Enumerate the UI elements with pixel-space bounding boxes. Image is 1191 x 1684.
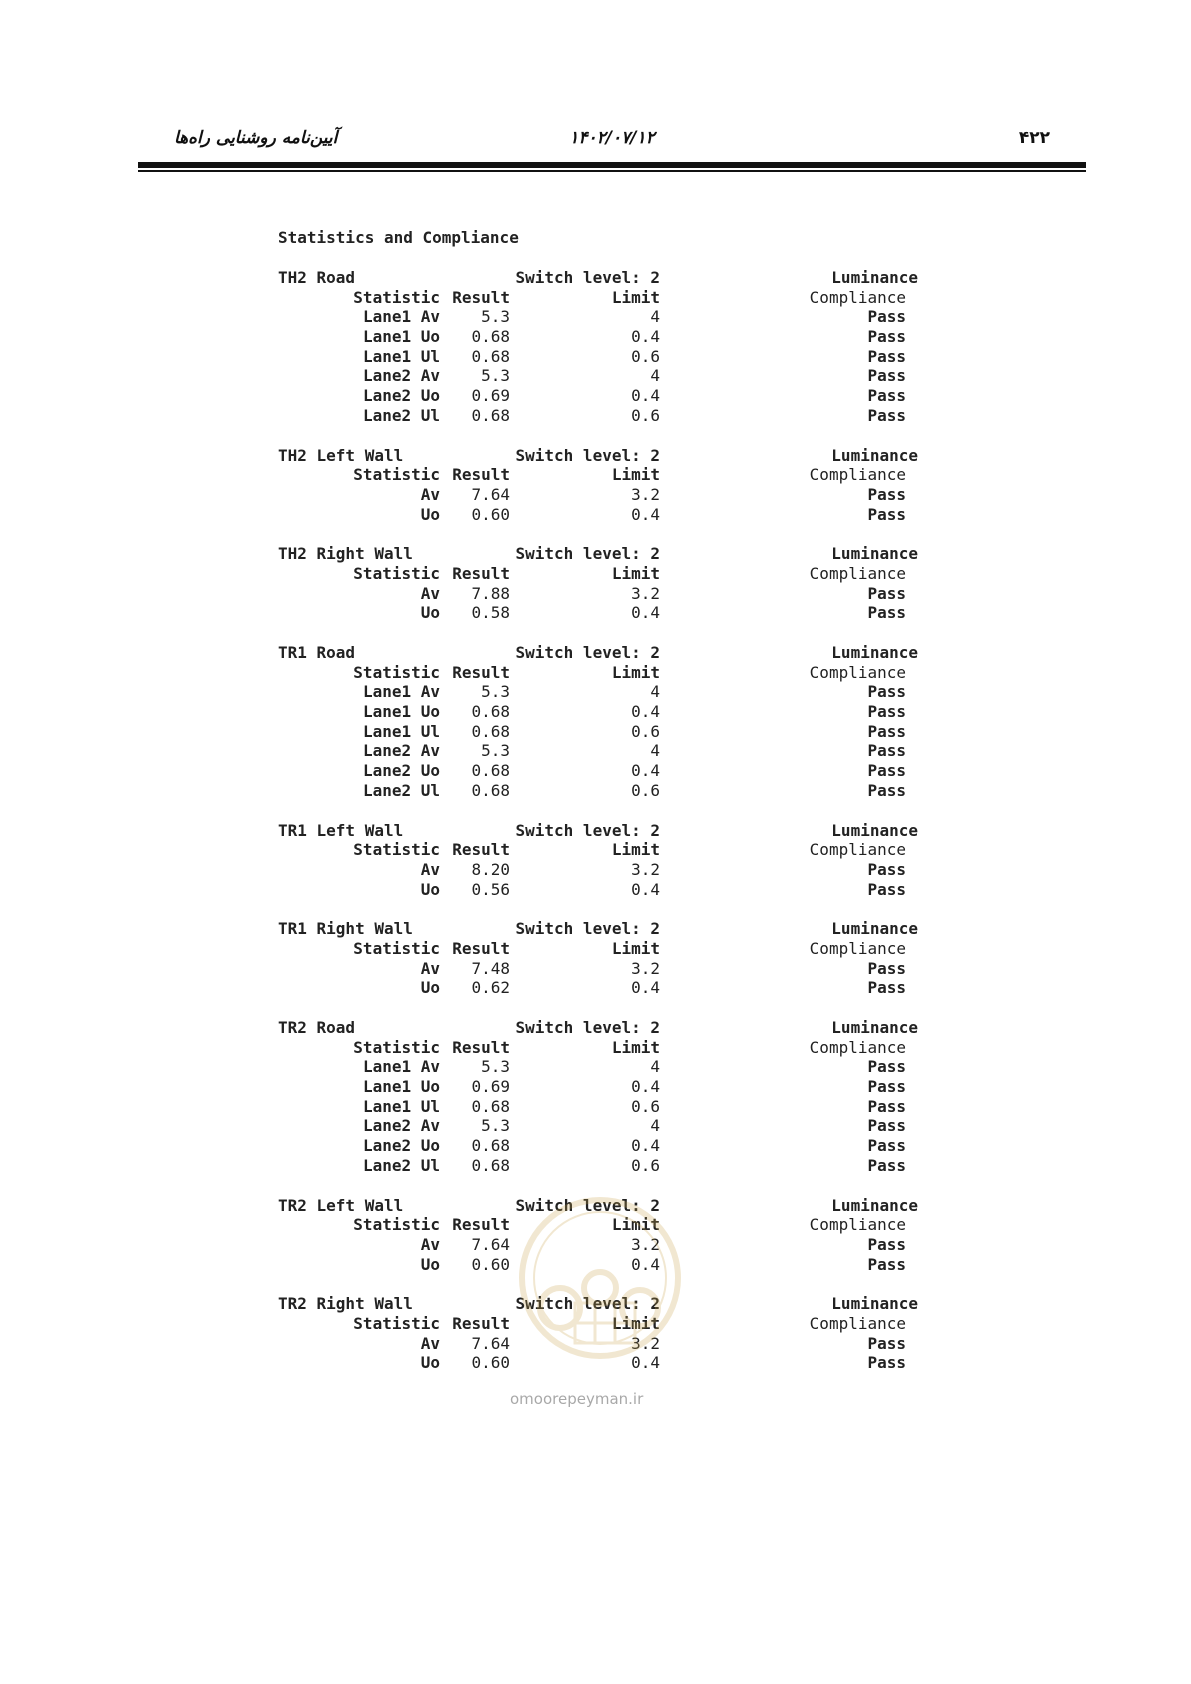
section-name: TR1 Left Wall [278, 820, 404, 840]
column-header-row [278, 1314, 918, 1334]
table-row [278, 1077, 918, 1097]
result-column-label: Result [452, 1215, 510, 1235]
result-column-label: Result [452, 1037, 510, 1057]
result-column-label: Result [452, 287, 510, 307]
compliance-cell: Pass [867, 780, 906, 800]
limit-cell: 3.2 [631, 958, 660, 978]
result-cell: 7.64 [471, 484, 510, 504]
result-cell: 5.3 [481, 307, 510, 327]
report-section [278, 544, 918, 623]
table-row [278, 307, 918, 327]
compliance-column-label: Compliance [809, 1215, 906, 1235]
section-name: TR2 Left Wall [278, 1195, 404, 1215]
section-type: Luminance [831, 643, 918, 662]
result-cell: 5.3 [481, 682, 510, 702]
limit-cell: 0.4 [631, 504, 660, 524]
compliance-cell: Pass [867, 682, 906, 702]
table-row [278, 347, 918, 367]
section-type: Luminance [831, 1018, 918, 1037]
table-row [278, 1057, 918, 1077]
statistic-cell: Lane2 Uo [362, 386, 440, 406]
table-row [278, 1136, 918, 1156]
statistic-cell: Uo [420, 1353, 440, 1373]
compliance-cell: Pass [867, 366, 906, 386]
result-cell: 0.68 [471, 346, 510, 366]
compliance-column-label: Compliance [809, 465, 906, 485]
section-header [278, 268, 918, 288]
report-section [278, 1018, 918, 1176]
statistic-cell: Av [420, 958, 440, 978]
result-column-label: Result [452, 1313, 510, 1333]
statistic-cell: Lane1 Ul [362, 346, 440, 366]
compliance-cell: Pass [867, 761, 906, 781]
limit-column-label: Limit [611, 1037, 660, 1057]
limit-cell: 0.4 [631, 1136, 660, 1156]
table-row [278, 584, 918, 604]
column-header-row [278, 465, 918, 485]
result-cell: 0.68 [471, 702, 510, 722]
result-cell: 5.3 [481, 1116, 510, 1136]
report-section [278, 1294, 918, 1373]
table-row [278, 1097, 918, 1117]
section-switch-level: Switch level: 2 [515, 544, 660, 564]
section-header [278, 919, 918, 939]
statistic-cell: Uo [420, 1254, 440, 1274]
statistic-cell: Av [420, 583, 440, 603]
result-cell: 5.3 [481, 366, 510, 386]
statistic-cell: Lane2 Av [362, 366, 440, 386]
compliance-cell: Pass [867, 702, 906, 722]
statistic-cell: Lane2 Uo [362, 761, 440, 781]
section-name: TR2 Road [278, 1018, 356, 1037]
report-section [278, 446, 918, 525]
limit-cell: 0.4 [631, 702, 660, 722]
statistic-column-label: Statistic [353, 1215, 440, 1235]
statistic-cell: Lane1 Ul [362, 1096, 440, 1116]
result-cell: 0.60 [471, 1353, 510, 1373]
table-row [278, 1353, 918, 1373]
compliance-cell: Pass [867, 1155, 906, 1175]
limit-cell: 0.6 [631, 780, 660, 800]
column-header-row [278, 564, 918, 584]
section-switch-level: Switch level: 2 [515, 1195, 660, 1215]
report-section [278, 1196, 918, 1275]
limit-cell: 0.6 [631, 1155, 660, 1175]
statistic-cell: Lane1 Uo [362, 327, 440, 347]
statistic-cell: Lane1 Uo [362, 702, 440, 722]
section-switch-level: Switch level: 2 [515, 919, 660, 939]
limit-cell: 0.4 [631, 879, 660, 899]
statistic-column-label: Statistic [353, 563, 440, 583]
limit-column-label: Limit [611, 465, 660, 485]
limit-cell: 0.4 [631, 327, 660, 347]
statistic-cell: Av [420, 484, 440, 504]
result-cell: 5.3 [481, 741, 510, 761]
section-switch-level: Switch level: 2 [515, 445, 660, 465]
report-title: Statistics and Compliance [278, 228, 519, 247]
table-row [278, 406, 918, 426]
result-cell: 7.88 [471, 583, 510, 603]
compliance-cell: Pass [867, 1077, 906, 1097]
compliance-cell: Pass [867, 307, 906, 327]
report-section [278, 268, 918, 426]
statistic-column-label: Statistic [353, 1037, 440, 1057]
result-column-label: Result [452, 840, 510, 860]
result-cell: 7.64 [471, 1333, 510, 1353]
statistic-cell: Lane2 Ul [362, 1155, 440, 1175]
table-row [278, 959, 918, 979]
table-row [278, 880, 918, 900]
table-row [278, 1156, 918, 1176]
table-row [278, 978, 918, 998]
limit-cell: 4 [650, 1057, 660, 1077]
compliance-cell: Pass [867, 1136, 906, 1156]
compliance-cell: Pass [867, 1096, 906, 1116]
result-cell: 0.68 [471, 721, 510, 741]
result-cell: 0.69 [471, 1077, 510, 1097]
compliance-column-label: Compliance [809, 1313, 906, 1333]
compliance-cell: Pass [867, 603, 906, 623]
section-type: Luminance [831, 445, 918, 465]
section-header [278, 446, 918, 466]
statistic-cell: Uo [420, 603, 440, 623]
compliance-cell: Pass [867, 1353, 906, 1373]
compliance-column-label: Compliance [809, 840, 906, 860]
page-number: ۴۲۲ [1018, 128, 1050, 148]
table-row [278, 366, 918, 386]
table-row [278, 781, 918, 801]
result-cell: 0.68 [471, 1136, 510, 1156]
compliance-column-label: Compliance [809, 1037, 906, 1057]
header-rule-thick [138, 162, 1086, 168]
limit-cell: 0.6 [631, 405, 660, 425]
section-header [278, 1018, 918, 1038]
limit-cell: 0.4 [631, 1254, 660, 1274]
limit-cell: 4 [650, 307, 660, 327]
limit-cell: 4 [650, 366, 660, 386]
section-name: TR1 Right Wall [278, 919, 413, 939]
section-type: Luminance [831, 544, 918, 564]
section-header [278, 643, 918, 663]
compliance-cell: Pass [867, 583, 906, 603]
section-header [278, 821, 918, 841]
section-type: Luminance [831, 268, 918, 287]
table-row [278, 603, 918, 623]
result-cell: 0.60 [471, 1254, 510, 1274]
statistic-cell: Lane1 Ul [362, 721, 440, 741]
section-switch-level: Switch level: 2 [515, 820, 660, 840]
column-header-row [278, 840, 918, 860]
column-header-row [278, 1215, 918, 1235]
statistic-cell: Lane1 Uo [362, 1077, 440, 1097]
result-cell: 7.48 [471, 958, 510, 978]
section-name: TH2 Left Wall [278, 445, 404, 465]
table-row [278, 741, 918, 761]
compliance-cell: Pass [867, 721, 906, 741]
limit-cell: 0.4 [631, 761, 660, 781]
limit-cell: 4 [650, 741, 660, 761]
page-header [138, 128, 1086, 160]
statistic-cell: Uo [420, 978, 440, 998]
compliance-cell: Pass [867, 1333, 906, 1353]
statistic-column-label: Statistic [353, 840, 440, 860]
table-row [278, 1116, 918, 1136]
table-row [278, 485, 918, 505]
section-type: Luminance [831, 1294, 918, 1314]
statistic-column-label: Statistic [353, 1313, 440, 1333]
compliance-cell: Pass [867, 1116, 906, 1136]
limit-cell: 0.4 [631, 386, 660, 406]
compliance-cell: Pass [867, 484, 906, 504]
section-type: Luminance [831, 820, 918, 840]
watermark-url: omoorepeyman.ir [510, 1390, 644, 1408]
compliance-column-label: Compliance [809, 662, 906, 682]
limit-column-label: Limit [611, 938, 660, 958]
limit-column-label: Limit [611, 563, 660, 583]
compliance-cell: Pass [867, 1234, 906, 1254]
limit-column-label: Limit [611, 287, 660, 307]
result-cell: 5.3 [481, 1057, 510, 1077]
column-header-row [278, 939, 918, 959]
result-cell: 0.68 [471, 780, 510, 800]
section-type: Luminance [831, 1195, 918, 1215]
limit-column-label: Limit [611, 662, 660, 682]
column-header-row [278, 1038, 918, 1058]
table-row [278, 860, 918, 880]
section-switch-level: Switch level: 2 [515, 268, 660, 287]
limit-cell: 0.4 [631, 1353, 660, 1373]
statistic-cell: Lane2 Ul [362, 405, 440, 425]
table-row [278, 1334, 918, 1354]
compliance-cell: Pass [867, 1057, 906, 1077]
section-name: TR2 Right Wall [278, 1294, 413, 1314]
result-column-label: Result [452, 662, 510, 682]
statistic-cell: Uo [420, 879, 440, 899]
section-header [278, 1196, 918, 1216]
limit-cell: 0.6 [631, 346, 660, 366]
section-header [278, 544, 918, 564]
compliance-cell: Pass [867, 346, 906, 366]
result-cell: 0.68 [471, 1096, 510, 1116]
column-header-row [278, 663, 918, 683]
report-section [278, 821, 918, 900]
statistic-column-label: Statistic [353, 938, 440, 958]
compliance-cell: Pass [867, 504, 906, 524]
result-cell: 0.68 [471, 1155, 510, 1175]
section-switch-level: Switch level: 2 [515, 1018, 660, 1037]
compliance-cell: Pass [867, 958, 906, 978]
limit-column-label: Limit [611, 1215, 660, 1235]
result-cell: 0.68 [471, 327, 510, 347]
report-sections [278, 268, 918, 1373]
section-type: Luminance [831, 919, 918, 939]
compliance-cell: Pass [867, 741, 906, 761]
document-date: ۱۴۰۲/۰۷/۱۲ [569, 128, 655, 148]
limit-cell: 0.6 [631, 721, 660, 741]
statistic-cell: Lane1 Av [362, 1057, 440, 1077]
limit-cell: 4 [650, 1116, 660, 1136]
table-row [278, 386, 918, 406]
result-column-label: Result [452, 563, 510, 583]
result-cell: 7.64 [471, 1234, 510, 1254]
section-name: TR1 Road [278, 643, 356, 662]
statistic-cell: Lane2 Uo [362, 1136, 440, 1156]
statistics-report [278, 228, 918, 1393]
statistic-cell: Lane1 Av [362, 307, 440, 327]
limit-cell: 3.2 [631, 484, 660, 504]
table-row [278, 327, 918, 347]
compliance-cell: Pass [867, 405, 906, 425]
result-cell: 0.68 [471, 405, 510, 425]
compliance-cell: Pass [867, 327, 906, 347]
result-cell: 0.56 [471, 879, 510, 899]
statistic-column-label: Statistic [353, 287, 440, 307]
result-cell: 0.69 [471, 386, 510, 406]
limit-cell: 3.2 [631, 1234, 660, 1254]
statistic-cell: Lane2 Av [362, 741, 440, 761]
section-header [278, 1294, 918, 1314]
statistic-cell: Lane2 Ul [362, 780, 440, 800]
section-name: TH2 Right Wall [278, 544, 413, 564]
table-row [278, 505, 918, 525]
table-row [278, 722, 918, 742]
limit-cell: 3.2 [631, 1333, 660, 1353]
limit-cell: 0.4 [631, 978, 660, 998]
table-row [278, 761, 918, 781]
result-cell: 0.58 [471, 603, 510, 623]
result-cell: 8.20 [471, 859, 510, 879]
section-name: TH2 Road [278, 268, 356, 287]
statistic-column-label: Statistic [353, 662, 440, 682]
limit-cell: 0.6 [631, 1096, 660, 1116]
statistic-cell: Uo [420, 504, 440, 524]
table-row [278, 1235, 918, 1255]
limit-cell: 3.2 [631, 583, 660, 603]
column-header-row [278, 288, 918, 308]
section-switch-level: Switch level: 2 [515, 1294, 660, 1314]
statistic-cell: Av [420, 859, 440, 879]
limit-cell: 0.4 [631, 603, 660, 623]
result-cell: 0.62 [471, 978, 510, 998]
statistic-cell: Av [420, 1333, 440, 1353]
section-switch-level: Switch level: 2 [515, 643, 660, 662]
compliance-column-label: Compliance [809, 563, 906, 583]
compliance-column-label: Compliance [809, 938, 906, 958]
compliance-cell: Pass [867, 386, 906, 406]
result-column-label: Result [452, 938, 510, 958]
result-cell: 0.60 [471, 504, 510, 524]
compliance-cell: Pass [867, 859, 906, 879]
table-row [278, 682, 918, 702]
limit-cell: 3.2 [631, 859, 660, 879]
table-row [278, 1255, 918, 1275]
compliance-column-label: Compliance [809, 287, 906, 307]
report-section [278, 919, 918, 998]
limit-column-label: Limit [611, 1313, 660, 1333]
limit-column-label: Limit [611, 840, 660, 860]
result-cell: 0.68 [471, 761, 510, 781]
header-rule-thin [138, 170, 1086, 172]
result-column-label: Result [452, 465, 510, 485]
table-row [278, 702, 918, 722]
statistic-cell: Lane1 Av [362, 682, 440, 702]
statistic-cell: Av [420, 1234, 440, 1254]
statistic-cell: Lane2 Av [362, 1116, 440, 1136]
statistic-column-label: Statistic [353, 465, 440, 485]
report-section [278, 643, 918, 801]
document-title: آیین‌نامه روشنایی راه‌ها [174, 128, 338, 148]
limit-cell: 4 [650, 682, 660, 702]
compliance-cell: Pass [867, 978, 906, 998]
limit-cell: 0.4 [631, 1077, 660, 1097]
compliance-cell: Pass [867, 879, 906, 899]
compliance-cell: Pass [867, 1254, 906, 1274]
